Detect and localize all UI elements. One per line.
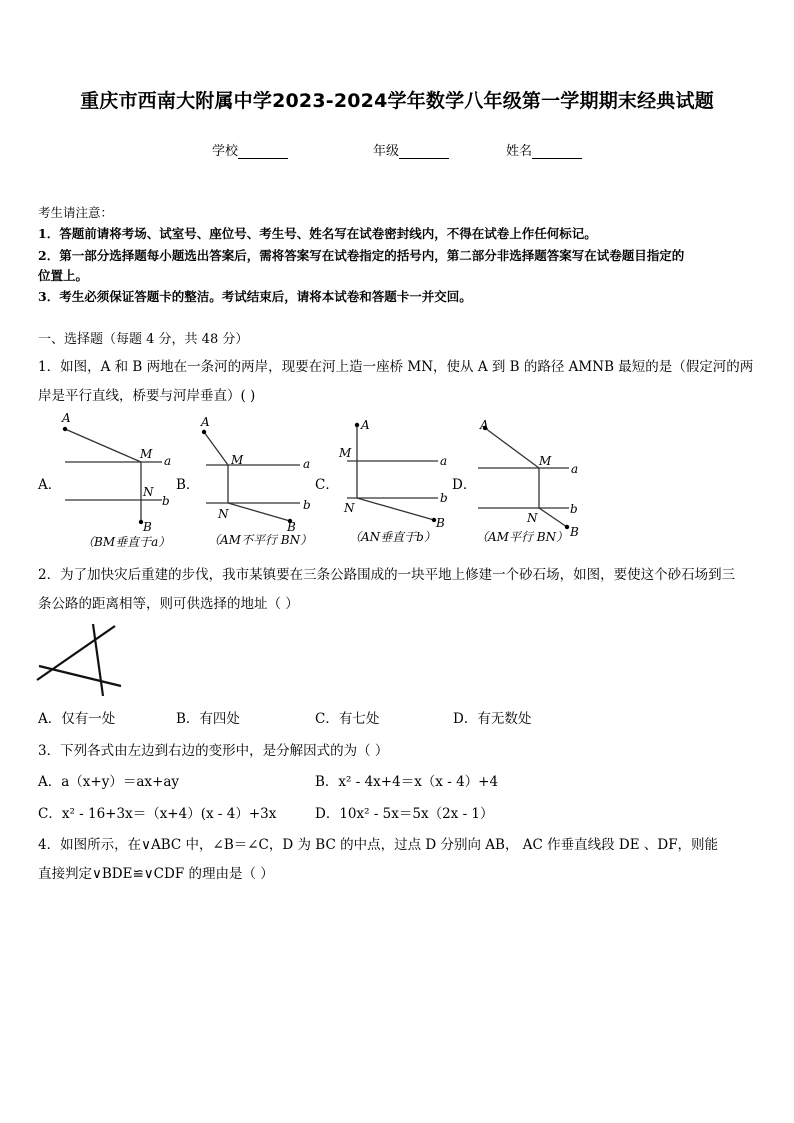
section-heading: 一、选择题（每题 4 分，共 48 分） bbox=[38, 332, 249, 347]
note-item: 3．考生必须保证答题卡的整洁。考试结束后，请将本试卷和答题卡一并交回。 bbox=[38, 289, 472, 304]
figure-caption: （AN垂直于b） bbox=[349, 530, 436, 544]
question-1-text: 1．如图，A 和 B 两地在一条河的两岸，现要在河上造一座桥 MN，使从 A 到 B 的路径 AMNB 最短的是（假定河的两 bbox=[38, 359, 754, 375]
point-label: B bbox=[287, 520, 296, 534]
point-label: a bbox=[303, 457, 311, 471]
point-label: N bbox=[344, 501, 355, 515]
point-label: a bbox=[440, 454, 448, 468]
name-label: 姓名 bbox=[506, 144, 533, 159]
point-label: B bbox=[436, 516, 445, 530]
figure-caption: （AM不平行 BN） bbox=[208, 533, 313, 547]
point-label: a bbox=[571, 462, 579, 476]
point-label: M bbox=[140, 447, 153, 461]
point-label: A bbox=[62, 411, 71, 425]
point-label: A bbox=[201, 415, 210, 429]
point-label: A bbox=[361, 418, 370, 432]
q2-option-c[interactable]: C．有七处 bbox=[315, 711, 380, 727]
question-4-text: 4．如图所示，在∨ABC 中，∠B＝∠C，D 为 BC 的中点，过点 D 分别向 AB， AC 作垂直线段 DE 、DF，则能 bbox=[38, 837, 719, 853]
q1-option-a-letter: A． bbox=[38, 477, 62, 493]
figure-caption: （BM垂直于a） bbox=[82, 535, 171, 549]
question-2-text: 2．为了加快灾后重建的步伐，我市某镇要在三条公路围成的一块平地上修建一个砂石场，如图，要使这个砂石场到三 bbox=[38, 567, 736, 583]
note-item: 位置上。 bbox=[38, 268, 89, 283]
figure-a bbox=[65, 429, 162, 522]
q2-option-d[interactable]: D．有无数处 bbox=[453, 711, 532, 727]
question-1-text: 岸是平行直线，桥要与河岸垂直）( ) bbox=[38, 388, 256, 404]
figure-c bbox=[347, 425, 438, 520]
page-title: 重庆市西南大附属中学2023-2024学年数学八年级第一学期期末经典试题 bbox=[80, 90, 714, 112]
q2-roads-figure bbox=[35, 622, 125, 698]
q1-option-b-letter: B． bbox=[176, 477, 200, 493]
grade-blank[interactable] bbox=[399, 145, 449, 159]
question-3-text: 3．下列各式由左边到右边的变形中，是分解因式的为（ ） bbox=[38, 743, 389, 759]
point-label: M bbox=[339, 446, 352, 460]
notes-heading: 考生请注意： bbox=[38, 205, 114, 220]
point-label: N bbox=[218, 507, 229, 521]
q3-option-a[interactable]: A．a（x+y）＝ax+ay bbox=[38, 774, 179, 790]
note-item: 1．答题前请将考场、试室号、座位号、考生号、姓名写在试卷密封线内，不得在试卷上作任何标记。 bbox=[38, 226, 597, 241]
note-item: 2．第一部分选择题每小题选出答案后，需将答案写在试卷指定的括号内，第二部分非选择题答案写在试卷题目指定的 bbox=[38, 248, 685, 263]
school-label: 学校 bbox=[212, 144, 239, 159]
grade-label: 年级 bbox=[373, 144, 400, 159]
q1-figures bbox=[0, 405, 794, 555]
point-label: M bbox=[539, 454, 552, 468]
question-2-text: 条公路的距离相等，则可供选择的地址（ ） bbox=[38, 596, 299, 612]
name-blank[interactable] bbox=[532, 145, 582, 159]
question-4-text: 直接判定∨BDE≌∨CDF 的理由是（ ） bbox=[38, 866, 274, 882]
point-label: B bbox=[143, 520, 152, 534]
grade-field bbox=[373, 140, 449, 159]
point-label: N bbox=[143, 485, 154, 499]
figure-caption: （AM平行 BN） bbox=[476, 530, 569, 544]
point-label: A bbox=[480, 418, 489, 432]
point-label: M bbox=[231, 453, 244, 467]
figure-d bbox=[478, 428, 569, 527]
point-label: b bbox=[570, 502, 578, 516]
point-label: b bbox=[303, 498, 311, 512]
name-field bbox=[506, 140, 582, 159]
q2-option-a[interactable]: A．仅有一处 bbox=[38, 711, 116, 727]
q3-option-d[interactable]: D．10x² - 5x＝5x（2x - 1） bbox=[315, 806, 494, 822]
point-label: b bbox=[440, 491, 448, 505]
point-label: a bbox=[164, 454, 172, 468]
q3-option-b[interactable]: B．x² - 4x+4＝x（x - 4）+4 bbox=[315, 774, 499, 790]
point-label: b bbox=[162, 494, 170, 508]
school-field bbox=[212, 140, 288, 159]
q2-option-b[interactable]: B．有四处 bbox=[176, 711, 240, 727]
school-blank[interactable] bbox=[238, 145, 288, 159]
point-label: B bbox=[570, 525, 579, 539]
q1-option-c-letter: C． bbox=[315, 477, 339, 493]
point-label: N bbox=[527, 511, 538, 525]
q1-option-d-letter: D． bbox=[452, 477, 477, 493]
q3-option-c[interactable]: C．x² - 16+3x＝（x+4）(x - 4）+3x bbox=[38, 806, 277, 822]
